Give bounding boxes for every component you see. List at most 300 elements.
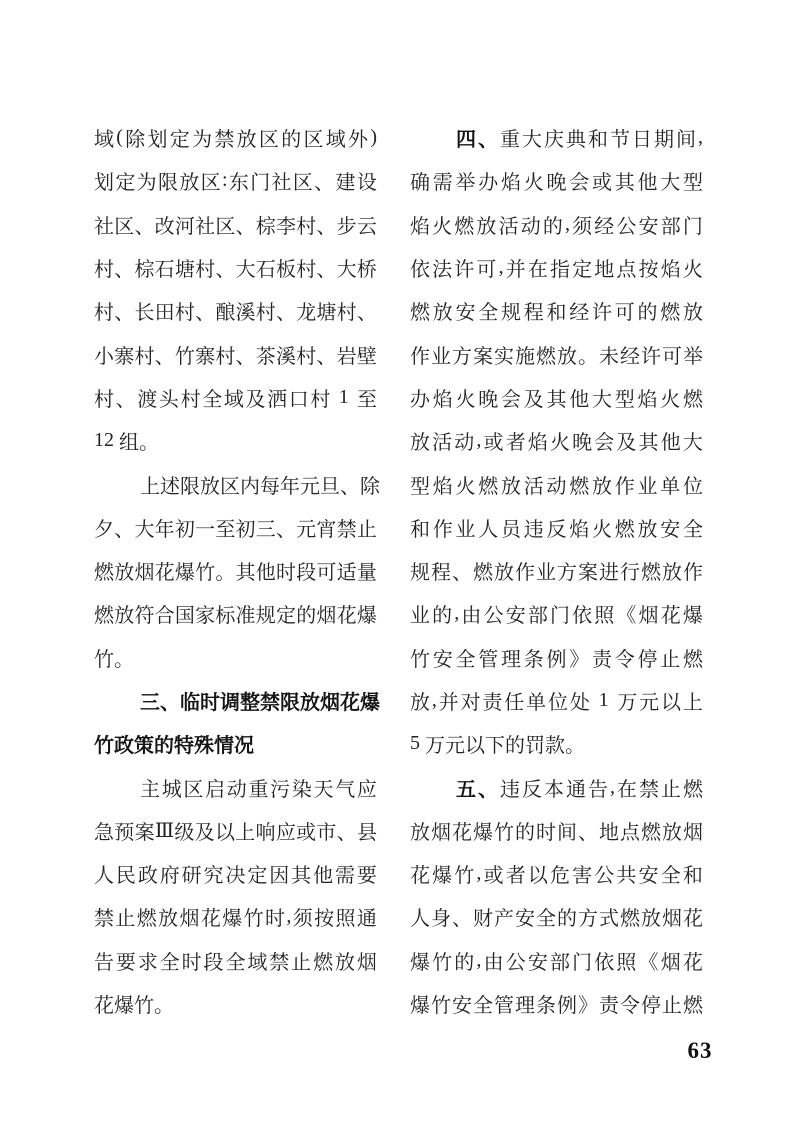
char: 域 <box>247 951 268 974</box>
char: 的 <box>557 908 577 931</box>
char: 社 <box>94 215 114 238</box>
char: 改 <box>154 215 175 238</box>
char: 外 <box>348 129 369 152</box>
char: 初 <box>174 518 195 541</box>
char: 条 <box>523 648 544 671</box>
char: 火 <box>523 172 544 195</box>
char: 由 <box>483 951 504 974</box>
char: 并 <box>438 692 459 714</box>
char: 的 <box>454 951 475 974</box>
char: 安 <box>527 951 548 974</box>
char: 及 <box>523 388 544 411</box>
char: 李 <box>275 215 296 238</box>
char: 爆 <box>356 605 377 628</box>
char: 案 <box>578 562 598 585</box>
char: 以 <box>527 865 548 888</box>
char: 定 <box>275 605 296 628</box>
char: 燃 <box>683 388 703 411</box>
text-line <box>94 895 377 938</box>
char: 爆 <box>360 692 380 714</box>
char: 指 <box>549 259 570 282</box>
char: 燃 <box>313 951 334 974</box>
char: 竹 <box>195 562 216 585</box>
char: 可 <box>614 302 635 325</box>
char: 业 <box>637 475 658 498</box>
char: 业 <box>431 345 451 368</box>
char: 规 <box>255 605 276 628</box>
char: 时 <box>181 951 202 974</box>
char: 、 <box>115 388 136 411</box>
char: 放 <box>334 951 355 974</box>
char: 头 <box>158 388 179 411</box>
char: 竹 <box>454 865 475 888</box>
char: 活 <box>523 475 544 498</box>
char: 者 <box>505 865 526 888</box>
char: 社 <box>195 215 216 238</box>
char: 需 <box>432 172 453 195</box>
char: 初 <box>235 518 256 541</box>
char: 燃 <box>473 562 493 585</box>
char: 燃 <box>136 908 157 931</box>
char: 单 <box>526 692 547 714</box>
char: 竹 <box>410 648 430 671</box>
char: 案 <box>134 821 155 844</box>
char: 或 <box>483 865 504 888</box>
char: 时 <box>536 821 556 844</box>
char: 放 <box>557 345 577 368</box>
char: 放 <box>410 692 430 714</box>
char: 门 <box>572 951 593 974</box>
text-line <box>94 852 377 895</box>
char: 主 <box>140 778 160 801</box>
char: 规 <box>501 302 521 325</box>
char: 花 <box>154 562 175 585</box>
char: 动 <box>546 475 567 498</box>
char: 适 <box>336 562 357 585</box>
char: 响 <box>255 821 276 844</box>
char: 者 <box>505 432 526 455</box>
text-line <box>410 982 703 1025</box>
char: 员 <box>501 518 521 541</box>
char: 燃 <box>660 302 681 325</box>
char: 须 <box>292 908 313 931</box>
char: 县 <box>356 821 377 844</box>
char: 元 <box>445 735 465 758</box>
char: 燃 <box>641 821 661 844</box>
char: 照 <box>335 908 356 931</box>
text-line <box>94 679 380 722</box>
char: 花 <box>200 908 221 931</box>
char: 1 <box>338 385 349 408</box>
text-line <box>94 289 377 332</box>
char: 云 <box>356 215 377 238</box>
text-line <box>410 506 703 549</box>
text-line <box>94 419 377 462</box>
text-line <box>94 246 377 289</box>
char: 村 <box>94 259 114 282</box>
char: 竹 <box>134 995 154 1018</box>
char: 的 <box>432 605 453 628</box>
char: 安 <box>452 995 472 1018</box>
char: 市 <box>316 821 337 844</box>
char: 的 <box>296 605 317 628</box>
text-line <box>94 982 377 1025</box>
char: 间 <box>557 821 577 844</box>
char: 全 <box>478 302 499 325</box>
char: 告 <box>588 778 608 801</box>
char: 时 <box>200 692 220 714</box>
text-line <box>410 289 703 332</box>
char: 燃 <box>94 605 114 628</box>
char: 点 <box>620 821 640 844</box>
char: 竹 <box>243 908 264 931</box>
char: 花 <box>94 995 114 1018</box>
char: 的 <box>542 215 563 238</box>
char: 村 <box>215 345 236 368</box>
char: 棕 <box>134 259 155 282</box>
char: 城 <box>161 778 182 801</box>
char: 火 <box>549 432 570 455</box>
char: 究 <box>203 865 224 888</box>
char: 元 <box>300 475 320 498</box>
char: 其 <box>235 562 256 585</box>
char: 的 <box>505 735 525 758</box>
char: 燃 <box>614 518 635 541</box>
char: 他 <box>660 432 681 455</box>
char: 理 <box>501 648 521 671</box>
char: 燃 <box>683 995 703 1018</box>
char: 国 <box>174 605 195 628</box>
char: 年 <box>154 518 175 541</box>
char: 限 <box>157 172 178 195</box>
char: 公 <box>505 951 526 974</box>
text-line <box>94 939 377 982</box>
char: 段 <box>203 951 224 974</box>
char: , <box>476 948 482 971</box>
char: 、 <box>160 692 180 714</box>
char: 照 <box>616 951 637 974</box>
char: 、 <box>195 302 216 325</box>
char: 限 <box>180 475 200 498</box>
char: 定 <box>115 172 136 195</box>
char: 政 <box>114 735 134 758</box>
char: 动 <box>454 432 475 455</box>
text-line <box>94 462 380 505</box>
char: 求 <box>137 951 158 974</box>
char: 燃 <box>454 215 475 238</box>
char: 在 <box>617 778 637 801</box>
char: 1 <box>94 429 104 452</box>
char: 1 <box>598 689 609 711</box>
char: 任 <box>504 692 525 714</box>
char: 大 <box>682 432 703 455</box>
char: 活 <box>432 432 453 455</box>
char: 步 <box>336 215 357 238</box>
char: 止 <box>661 778 681 801</box>
char: 禁 <box>94 908 114 931</box>
char: 放 <box>114 605 135 628</box>
char: 放 <box>501 475 521 498</box>
char: 方 <box>452 345 472 368</box>
char: 以 <box>465 735 485 758</box>
char: 燃 <box>683 648 703 671</box>
char: 可 <box>662 345 682 368</box>
char: 反 <box>546 518 567 541</box>
text-line <box>410 895 703 938</box>
char: 和 <box>682 865 703 888</box>
char: 放 <box>158 908 179 931</box>
char: 寨 <box>195 345 216 368</box>
char: 法 <box>432 259 453 282</box>
char: 例 <box>546 648 567 671</box>
char: 放 <box>200 475 220 498</box>
char: 放 <box>410 821 430 844</box>
char: 案 <box>473 345 493 368</box>
page-number: 63 <box>687 1038 713 1063</box>
char: 在 <box>527 259 548 282</box>
char: 气 <box>335 778 356 801</box>
char: 政 <box>137 865 158 888</box>
char: 火 <box>432 215 453 238</box>
char: , <box>476 862 482 885</box>
char: 、 <box>316 215 337 238</box>
char: 按 <box>314 908 335 931</box>
char: : <box>221 169 228 192</box>
char: 区 <box>258 129 279 152</box>
text-line <box>410 116 703 159</box>
char: 村 <box>195 259 216 282</box>
char: 花 <box>410 865 430 888</box>
char: 门 <box>549 605 570 628</box>
char: 、 <box>340 475 360 498</box>
char: 依 <box>594 951 615 974</box>
char: 动 <box>226 778 247 801</box>
char: 况 <box>234 735 254 758</box>
text-line <box>94 376 377 419</box>
char: 爆 <box>410 951 430 974</box>
char: , <box>698 126 703 149</box>
char: 其 <box>291 865 312 888</box>
char: 须 <box>572 215 593 238</box>
char: 域 <box>94 129 114 152</box>
char: , <box>454 602 460 625</box>
char: 。 <box>578 345 598 368</box>
char: 人 <box>94 865 114 888</box>
char: 焰 <box>660 259 681 282</box>
char: 焰 <box>410 215 430 238</box>
char: 活 <box>498 215 519 238</box>
char: 、 <box>478 778 498 801</box>
char: 共 <box>616 865 637 888</box>
char: 因 <box>269 865 290 888</box>
char: 门 <box>682 215 703 238</box>
char: 他 <box>569 388 590 411</box>
char: ) <box>370 126 377 149</box>
char: 村 <box>296 259 317 282</box>
char: 、 <box>215 259 236 282</box>
char: 身 <box>431 908 451 931</box>
char: 要 <box>356 865 377 888</box>
char: 节 <box>610 129 630 152</box>
char: 经 <box>620 345 640 368</box>
char: 花 <box>340 692 360 714</box>
char: 元 <box>639 692 660 714</box>
char: 通 <box>356 908 377 931</box>
char: 村 <box>94 302 114 325</box>
char: Ⅲ <box>154 819 175 842</box>
char: 上 <box>140 475 160 498</box>
char: 、 <box>235 345 256 368</box>
char: 、 <box>275 302 296 325</box>
text-line <box>410 419 703 462</box>
char: 行 <box>620 562 640 585</box>
char: ( <box>116 126 123 149</box>
char: 爆 <box>174 562 195 585</box>
char: 寨 <box>114 345 135 368</box>
char: 年 <box>280 475 300 498</box>
char: 除 <box>125 129 146 152</box>
char: 上 <box>682 692 703 714</box>
char: 条 <box>536 995 556 1018</box>
char: 焰 <box>432 475 453 498</box>
char: 晚 <box>572 432 593 455</box>
char: 。 <box>215 562 236 585</box>
char: 棕 <box>255 215 276 238</box>
char: 其 <box>546 388 567 411</box>
char: 以 <box>214 821 235 844</box>
char: 每 <box>260 475 280 498</box>
char: 段 <box>296 562 317 585</box>
char: 烟 <box>431 821 451 844</box>
char <box>332 386 337 409</box>
char: 止 <box>115 908 136 931</box>
char: 时 <box>265 908 285 931</box>
char: 大 <box>235 259 256 282</box>
char: 2 <box>104 429 114 452</box>
char: 安 <box>638 215 659 238</box>
char: 壁 <box>356 345 377 368</box>
text-line <box>410 159 703 202</box>
char: 安 <box>515 908 535 931</box>
char: 人 <box>478 518 499 541</box>
char: 的 <box>281 129 302 152</box>
char: 依 <box>572 605 593 628</box>
char: 重 <box>248 778 269 801</box>
char: 禁 <box>336 518 357 541</box>
char: 通 <box>566 778 586 801</box>
char: 及 <box>616 432 637 455</box>
char: 晚 <box>546 172 567 195</box>
char: 禁 <box>639 778 659 801</box>
char: 放 <box>476 215 497 238</box>
text-line <box>410 332 703 375</box>
char: 办 <box>478 172 499 195</box>
char: 停 <box>641 995 661 1018</box>
char: 竹 <box>494 821 514 844</box>
char: , <box>610 775 615 798</box>
char: 动 <box>520 215 541 238</box>
char: 举 <box>683 345 703 368</box>
char: 为 <box>192 129 213 152</box>
char: 村 <box>134 345 155 368</box>
char: 理 <box>515 995 535 1018</box>
char: 危 <box>549 865 570 888</box>
char: 烟 <box>662 908 682 931</box>
char: 村 <box>296 215 317 238</box>
char: 安 <box>505 605 526 628</box>
char: 依 <box>410 259 430 282</box>
char: 禁 <box>214 129 235 152</box>
char: 公 <box>483 605 504 628</box>
char: 设 <box>356 172 377 195</box>
char: 域 <box>325 129 346 152</box>
char: 燃 <box>683 778 703 801</box>
char: 大 <box>522 129 542 152</box>
char: 或 <box>592 172 612 195</box>
char: 放 <box>662 562 682 585</box>
char: 标 <box>215 605 236 628</box>
char: 或 <box>296 821 317 844</box>
text-line <box>410 246 703 289</box>
char: 染 <box>291 778 312 801</box>
char: 例 <box>557 995 577 1018</box>
char: 放 <box>114 562 135 585</box>
char: 放 <box>641 908 661 931</box>
char: 区 <box>215 215 236 238</box>
char: 举 <box>455 172 476 195</box>
char: 办 <box>410 388 430 411</box>
char: 烟 <box>179 908 200 931</box>
char: 可 <box>316 562 337 585</box>
char: 火 <box>660 388 681 411</box>
char: 告 <box>94 951 114 974</box>
char: 东 <box>228 172 249 195</box>
column-right <box>410 116 703 1025</box>
char: , <box>476 429 482 452</box>
char: 火 <box>592 518 612 541</box>
char: 洒 <box>267 388 288 411</box>
char: 作 <box>410 345 430 368</box>
char: 燃 <box>94 562 114 585</box>
char: 程 <box>431 562 451 585</box>
text-line <box>410 939 703 982</box>
char: 以 <box>661 692 682 714</box>
char: 可 <box>476 259 497 282</box>
char: 责 <box>599 995 619 1018</box>
char: 府 <box>159 865 180 888</box>
char: 整 <box>240 692 260 714</box>
text-line <box>410 636 703 679</box>
char: 令 <box>614 648 635 671</box>
char: 》 <box>569 648 590 671</box>
char: 照 <box>594 605 615 628</box>
char: 会 <box>501 388 521 411</box>
char: 燃 <box>536 345 556 368</box>
char: 渡 <box>137 388 158 411</box>
char: 焰 <box>527 432 548 455</box>
char: 、 <box>316 345 337 368</box>
char: 、 <box>134 215 155 238</box>
char: 方 <box>557 562 577 585</box>
text-line <box>410 203 703 246</box>
char: 重 <box>500 129 520 152</box>
char: 、 <box>478 129 498 152</box>
char: 焰 <box>432 388 453 411</box>
text-line <box>410 765 703 808</box>
char: 烟 <box>320 692 340 714</box>
char: 烟 <box>683 821 703 844</box>
char: 大 <box>660 172 681 195</box>
